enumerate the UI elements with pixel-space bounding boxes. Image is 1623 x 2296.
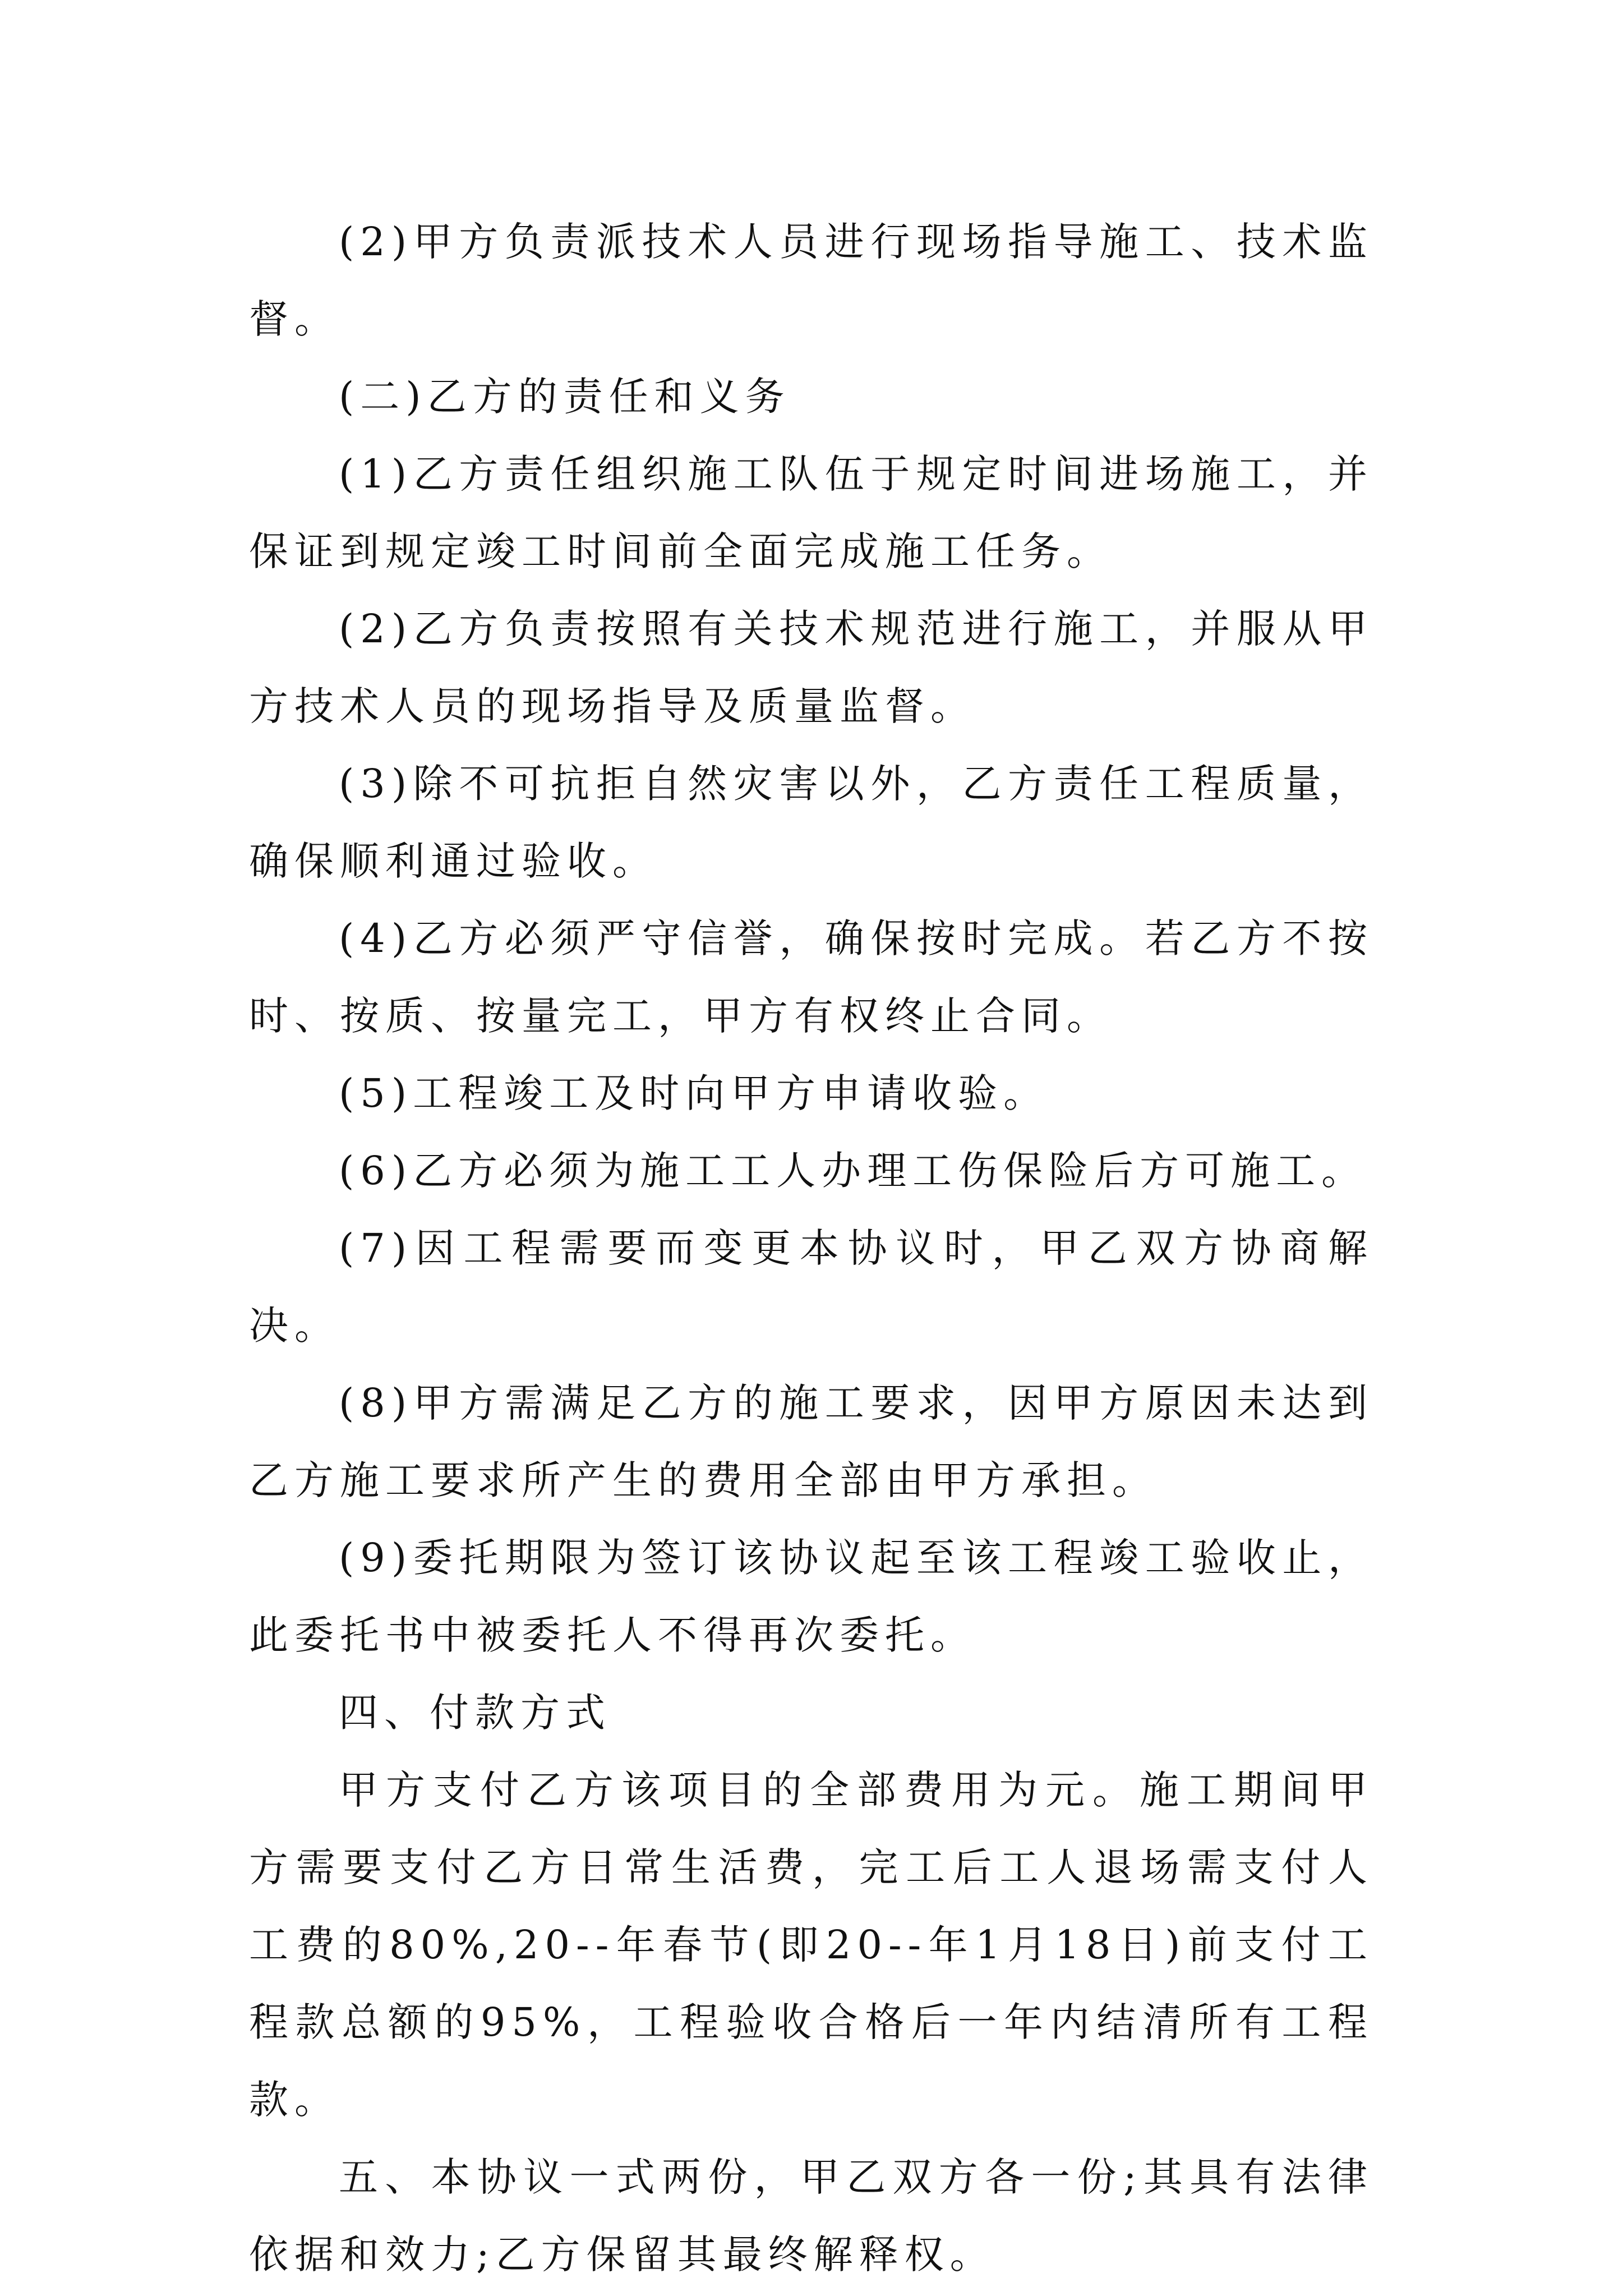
paragraph-clause-1: (1)乙方责任组织施工队伍于规定时间进场施工，并保证到规定竣工时间前全面完成施工任务。 xyxy=(249,451,1373,574)
paragraph-clause-4: (4)乙方必须严守信誉，确保按时完成。若乙方不按时、按质、按量完工，甲方有权终止合同。 xyxy=(249,915,1373,1039)
document-body xyxy=(249,203,1373,2293)
paragraph-clause-9: (9)委托期限为签订该协议起至该工程竣工验收止，此委托书中被委托人不得再次委托。 xyxy=(249,1535,1373,1658)
paragraph-party-a-technical-supervision: (2)甲方负责派技术人员进行现场指导施工、技术监督。 xyxy=(249,219,1373,342)
paragraph-clause-6: (6)乙方必须为施工工人办理工伤保险后方可施工。 xyxy=(339,1148,1367,1194)
paragraph-clause-7: (7)因工程需要而变更本协议时，甲乙双方协商解决。 xyxy=(249,1225,1373,1349)
section-heading-party-b-duties: (二)乙方的责任和义务 xyxy=(339,374,791,420)
paragraph-clause-8: (8)甲方需满足乙方的施工要求，因甲方原因未达到乙方施工要求所产生的费用全部由甲方承担。 xyxy=(249,1380,1373,1503)
paragraph-payment-terms: 甲方支付乙方该项目的全部费用为元。施工期间甲方需要支付乙方日常生活费，完工后工人退场需支付人工费的80%,20--年春节(即20--年1月18日)前支付工程款总额的95%，工程验收合格后一年内结清所有工程款。 xyxy=(249,1767,1373,2123)
paragraph-clause-2: (2)乙方负责按照有关技术规范进行施工，并服从甲方技术人员的现场指导及质量监督。 xyxy=(249,606,1373,729)
paragraph-agreement-copies: 五、本协议一式两份，甲乙双方各一份;其具有法律依据和效力;乙方保留其最终解释权。 xyxy=(249,2154,1373,2277)
section-heading-payment-method: 四、付款方式 xyxy=(339,1690,611,1736)
paragraph-clause-5: (5)工程竣工及时向甲方申请收验。 xyxy=(339,1070,1049,1116)
paragraph-clause-3: (3)除不可抗拒自然灾害以外，乙方责任工程质量，确保顺利通过验收。 xyxy=(249,761,1373,884)
